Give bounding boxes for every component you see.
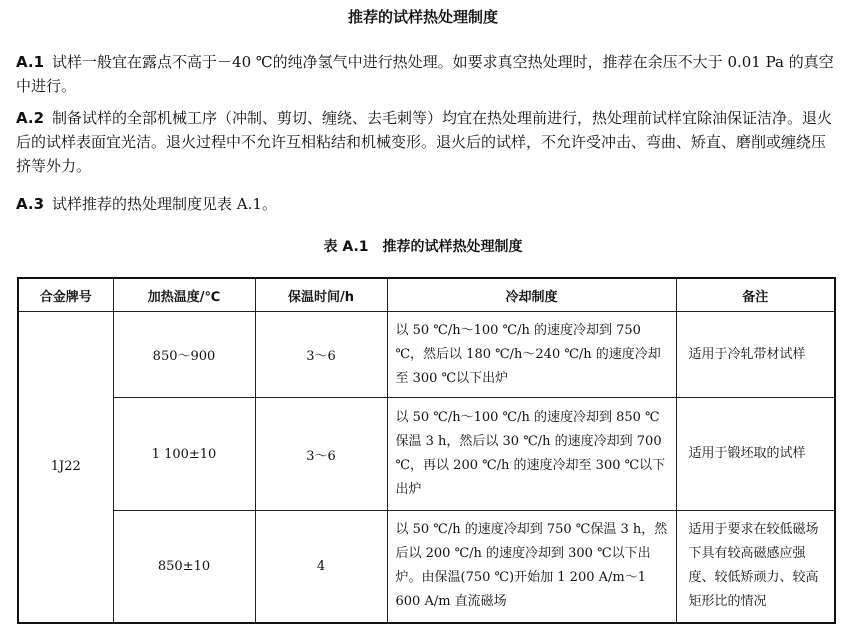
alloy-cell: 1J22	[18, 312, 113, 623]
temperature-cell: 850±10	[113, 511, 255, 623]
remarks-cell: 适用于要求在较低磁场下具有较高磁感应强度、较低矫顽力、较高矩形比的情况	[676, 511, 835, 623]
header-temperature: 加热温度/℃	[113, 278, 255, 312]
heat-treatment-table	[17, 277, 836, 624]
paragraph-text: 试样一般宜在露点不高于－40 ℃的纯净氢气中进行热处理。如要求真空热处理时，推荐在余压不大于 0.01 Pa 的真空中进行。	[16, 53, 834, 95]
temperature-cell: 1 100±10	[113, 398, 255, 511]
table-header-row	[18, 278, 835, 312]
paragraph-text: 试样推荐的热处理制度见表 A.1。	[52, 195, 277, 213]
cooling-cell: 以 50 ℃/h～100 ℃/h 的速度冷却到 750 ℃，然后以 180 ℃/h～240 ℃/h 的速度冷却至 300 ℃以下出炉	[387, 312, 676, 398]
holding-time-cell: 4	[255, 511, 387, 623]
header-holding-time: 保温时间/h	[255, 278, 387, 312]
table-row	[18, 511, 835, 623]
remarks-cell: 适用于锻坯取的试样	[676, 398, 835, 511]
annex-title: 推荐的试样热处理制度	[347, 8, 498, 26]
table-caption: 表 A.1 推荐的试样热处理制度	[323, 239, 523, 255]
paragraph-text: 制备试样的全部机械工序（冲制、剪切、缠绕、去毛刺等）均宜在热处理前进行，热处理前试样宜除油保证洁净。退火后的试样表面宜光洁。退火过程中不允许互相粘结和机械变形。退火后的试样，不允许受冲击、弯曲、矫直、磨削或缠绕压挤等外力。	[16, 109, 833, 175]
paragraph-a1	[16, 50, 834, 98]
table-row	[18, 398, 835, 511]
paragraph-number: A.3	[16, 195, 45, 213]
paragraph-a2	[16, 106, 834, 178]
header-cooling: 冷却制度	[387, 278, 676, 312]
header-alloy: 合金牌号	[18, 278, 113, 312]
paragraph-number: A.1	[16, 53, 45, 71]
holding-time-cell: 3～6	[255, 312, 387, 398]
remarks-cell: 适用于冷轧带材试样	[676, 312, 835, 398]
cooling-cell: 以 50 ℃/h 的速度冷却到 750 ℃保温 3 h，然后以 200 ℃/h 的速度冷却到 300 ℃以下出炉。由保温(750 ℃)开始加 1 200 A/m～1 600 A/m 直流磁场	[387, 511, 676, 623]
paragraph-a3	[16, 192, 834, 216]
holding-time-cell: 3～6	[255, 398, 387, 511]
temperature-cell: 850～900	[113, 312, 255, 398]
paragraph-number: A.2	[16, 109, 45, 127]
table-row	[18, 312, 835, 398]
cooling-cell: 以 50 ℃/h～100 ℃/h 的速度冷却到 850 ℃保温 3 h，然后以 30 ℃/h 的速度冷却到 700 ℃，再以 200 ℃/h 的速度冷却至 300 ℃以下出炉	[387, 398, 676, 511]
header-remarks: 备注	[676, 278, 835, 312]
